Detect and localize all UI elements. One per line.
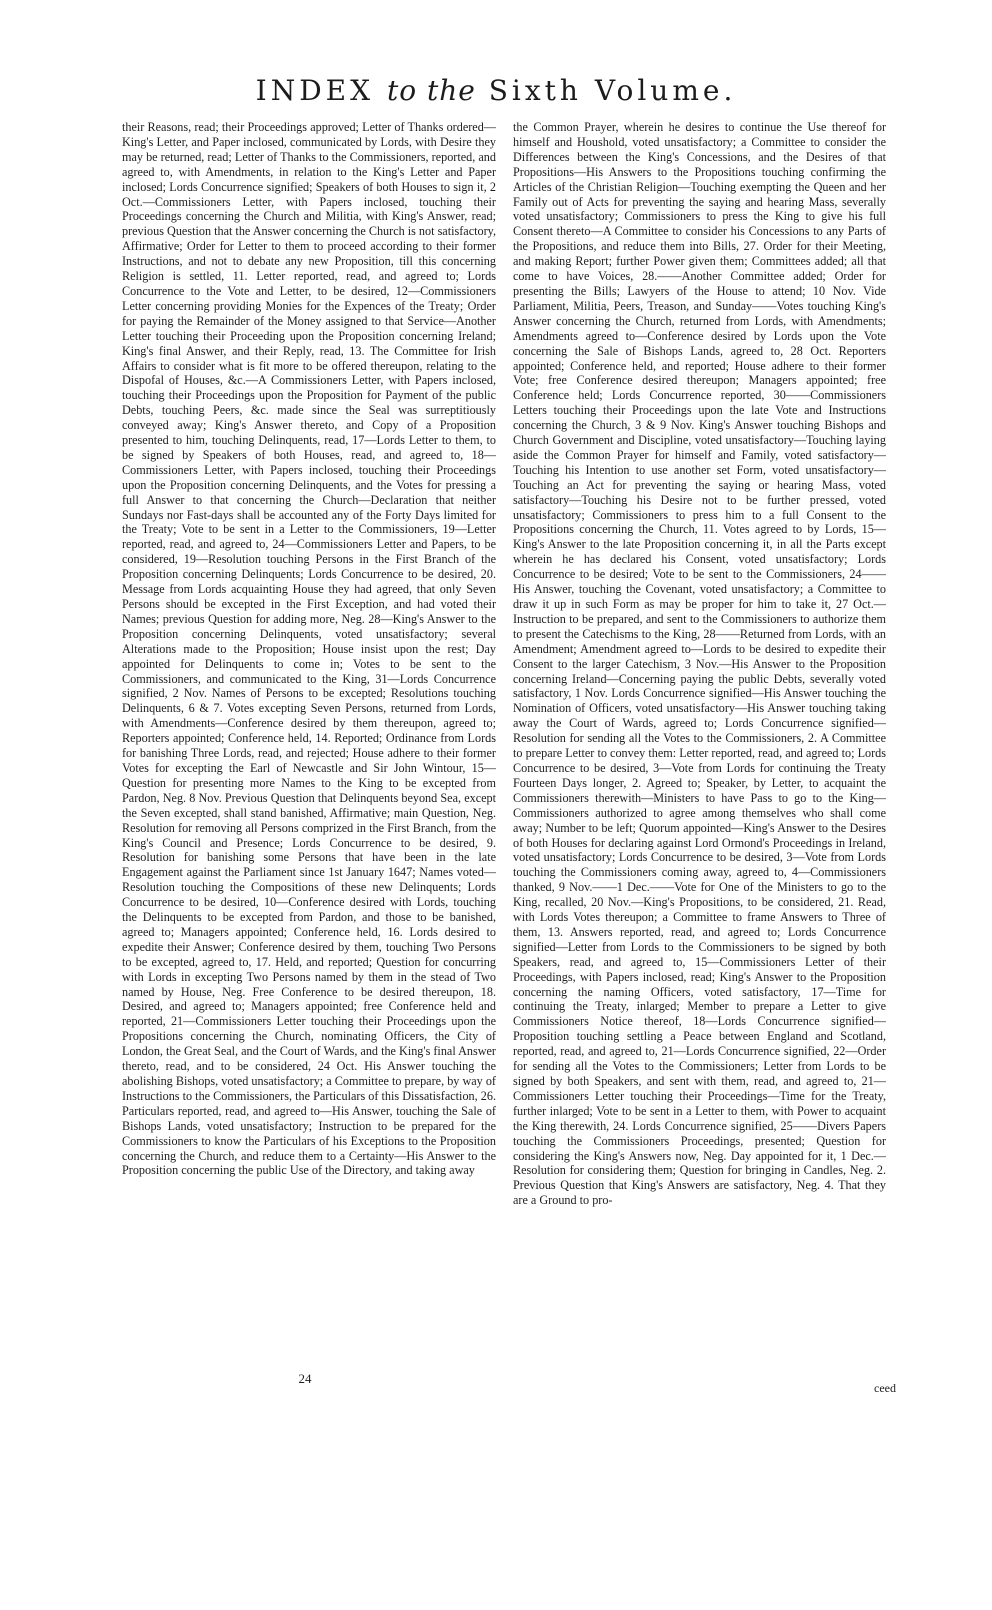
right-column-text: the Common Prayer, wherein he desires to continue the Use thereof for himself and Houshold, voted unsatisfactory; a Committee to consider the Differences between the King's Concessions, and the Desires of that Propositions—His Answers to the Propositions touching confirming the Articles of the Christian Religion—Touching exempting the Queen and her Family out of Acts for preventing the saying and hearing Mass, severally voted unsatisfactory; Commissioners to press the King to give his full Consent thereto—A Committee to consider his Concessions to any Parts of the Propositions, and reduce them into Bills, 27. Order for their Meeting, and making Report; further Power given them; Committees added; all that come to have Voices, 28.——Another Committee added; Order for presenting the Bills; Lawyers of the House to attend; 10 Nov. Vide Parliament, Militia, Peers, Treason, and Sunday——Votes touching King's Answer concerning the Church, returned from Lords, with Amendments; Amendments agreed to—Conference desired by Lords upon the Vote concerning the Sale of Bishops Lands, agreed to, 28 Oct. Reporters appointed; Conference held, and reported; House adhere to their former Vote; free Conference desired thereupon; Managers appointed; free Conference held; Lords Concurrence reported, 30——Commissioners Letters touching their Proceedings upon the late Vote and Instructions concerning the Church, 3 & 9 Nov. King's Answer touching Bishops and Church Government and Discipline, voted unsatisfactory—Touching laying aside the Common Prayer for himself and Family, voted satisfactory—Touching his Intention to use another set Form, voted unsatisfactory—Touching an Act for preventing the saying or hearing Mass, voted satisfactory—Touching his Desire not to be further pressed, voted unsatisfactory; Commissioners to press him to a full Consent to the Propositions concerning the Church, 11. Votes agreed to by Lords, 15—King's Answer to the late Proposition concerning it, in all the Parts except wherein he has declared his Consent, voted unsatisfactory; Lords Concurrence to be desired; Vote to be sent to the Commissioners, 24——His Answer, touching the Covenant, voted unsatisfactory; a Committee to draw it up in such Form as may be proper for him to take it, 27 Oct.—Instruction to be prepared, and sent to the Commissioners to authorize them to present the Catechisms to the King, 28——Returned from Lords, with an Amendment; Amendment agreed to—Lords to be desired to expedite their Consent to the larger Catechism, 3 Nov.—His Answer to the Proposition concerning Ireland—Concerning paying the public Debts, severally voted satisfactory, 1 Nov. Lords Concurrence signified—His Answer touching the Nomination of Officers, voted unsatisfactory—His Answer touching taking away the Court of Wards, agreed to; Lords Concurrence signified—Resolution for sending all the Votes to the Commissioners, 2. A Committee to prepare Letter to convey them: Letter reported, read, and agreed to; Lords Concurrence to be desired, 3—Vote from Lords for continuing the Treaty Fourteen Days longer, 2. Agreed to; Speaker, by Letter, to acquaint the Commissioners therewith—Ministers to have Pass to go to the King—Commissioners authorized to agree among themselves who shall come away; Number to be left; Quorum appointed—King's Answer to the Desires of both Houses for declaring against Lord Ormond's Proceedings in Ireland, voted unsatisfactory; Lords Concurrence to be desired, 3—Vote from Lords touching the Commissioners coming away, agreed to, 4—Commissioners thanked, 9 Nov.——1 Dec.——Vote for One of the Ministers to go to the King, recalled, 20 Nov.—King's Propositions, to be considered, 21. Read, with Lords Votes thereupon; a Committee to frame Answers to Three of them, 13. Answers reported, read, and agreed to; Lords Concurrence signified—Letter from Lords to the Commissioners to be signed by both Speakers, read, and agreed to, 15—Commissioners Letter of their Proceedings, with Papers inclosed, read; King's Answer to the Proposition concerning the naming Officers, voted satisfactory, 17—Time for continuing the Treaty, inlarged; Member to prepare a Letter to give Commissioners Notice thereof, 18—Lords Concurrence signified—Proposition touching settling a Peace between England and Scotland, reported, read, and agreed to, 21—Lords Concurrence signified, 22—Order for sending all the Votes to the Commissioners; Letter from Lords to be signed by both Speakers, and sent with them, read, and agreed to, 21—Commissioners Letter touching their Proceedings—Time for the Treaty, further inlarged; Vote to be sent in a Letter to them, with Power to acquaint the King therewith, 24. Lords Concurrence signified, 25——Divers Papers touching the Commissioners Proceedings, presented; Question for considering the King's Answers now, Neg. Day appointed for it, 1 Dec.—Resolution for considering them; Question for bringing in Candles, Neg. 2. Previous Question that King's Answers are satisfactory, Neg. 4. That they are a Ground to pro- xyxy=(513,120,886,1208)
left-column xyxy=(122,120,496,1375)
header-volume-words: Sixth Volume. xyxy=(488,74,737,107)
right-column xyxy=(513,120,886,1375)
left-column-text: their Reasons, read; their Proceedings approved; Letter of Thanks ordered—King's Letter, and Paper inclosed, communicated by Lords, with Desire they may be returned, read; Letter of Thanks to the Commissioners, reported, and agreed to, with Amendments, in relation to the King's Letter and Paper inclosed; Lords Concurrence signified; Speakers of both Houses to sign it, 2 Oct.—Commissioners Letter, with Papers inclosed, touching their Proceedings concerning the Church and Militia, with King's Answer, read; previous Question that the Answer concerning the Church is not satisfactory, Affirmative; Order for Letter to them to proceed according to their former Instructions, and not to debate any new Proposition, till this concerning Religion is settled, 11. Letter reported, read, and agreed to; Lords Concurrence to the Vote and Letter, to be desired, 12—Commissioners Letter concerning providing Monies for the Expences of the Treaty; Order for paying the Remainder of the Money assigned to that Service—Another Letter touching their Proceeding upon the Proposition concerning Ireland; King's final Answer, and their Reply, read, 13. The Committee for Irish Affairs to consider what is fit more to be offered thereupon, relating to the Dispofal of Houses, &c.—A Commissioners Letter, with Papers inclosed, touching their Proceedings upon the Proposition for Payment of the public Debts, touching Peers, &c. made since the Seal was surreptitiously conveyed away; King's Answer thereto, and Copy of a Proposition presented to him, touching Delinquents, read, 17—Lords Letter to them, to be signed by Speakers of both Houses, read, and agreed to, 18—Commissioners Letter, with Papers inclosed, touching their Proceedings upon the Proposition concerning Delinquents, and the Votes for pressing a full Answer to that concerning the Church—Declaration that neither Sundays nor Fast-days shall be accounted any of the Forty Days limited for the Treaty; Vote to be sent in a Letter to the Commissioners, 19—Letter reported, read, and agreed to, 24—Commissioners Letter and Papers, to be considered, 19—Resolution touching Persons in the First Branch of the Proposition concerning Delinquents; Lords Concurrence to be desired, 20. Message from Lords acquainting House they had agreed, that only Seven Persons should be excepted in the First Exception, and had voted their Names; previous Question for adding more, Neg. 28—King's Answer to the Proposition concerning Delinquents, voted unsatisfactory; several Alterations made to the Proposition; House insist upon the rest; Day appointed for Delinquents to come in; Votes to be sent to the Commissioners, and communicated to the King, 31—Lords Concurrence signified, 2 Nov. Names of Persons to be excepted; Resolutions touching Delinquents, 6 & 7. Votes excepting Seven Persons, returned from Lords, with Amendments—Conference desired by them thereupon, agreed to; Reporters appointed; Conference held, 14. Reported; Ordinance from Lords for banishing Three Lords, read, and rejected; House adhere to their former Votes for excepting the Earl of Newcastle and Sir John Wintour, 15—Question for presenting more Names to the King to be excepted from Pardon, Neg. 8 Nov. Previous Question that Delinquents beyond Sea, except the Seven excepted, shall stand banished, Affirmative; main Question, Neg. Resolution for removing all Persons comprized in the First Branch, from the King's Council and Presence; Lords Concurrence to be desired, 9. Resolution for banishing some Persons that have been in the late Engagement against the Parliament since 1st January 1647; Names voted—Resolution touching the Compositions of these new Delinquents; Lords Concurrence to be desired, 10—Conference desired with Lords, touching the Delinquents to be excepted from Pardon, and those to be banished, agreed to; Managers appointed; Conference held, 16. Lords desired to expedite their Answer; Conference desired by them, touching Two Persons to be excepted, agreed to, 17. Held, and reported; Question for concurring with Lords in excepting Two Persons named by them in the stead of Two named by House, Neg. Free Conference to be desired thereupon, 18. Desired, and agreed to; Managers appointed; free Conference held and reported, 21—Commissioners Letter touching their Proceedings upon the Propositions concerning the Church, nominating Officers, the City of London, the Great Seal, and the Court of Wards, and the King's final Answer thereto, read, and to be considered, 24 Oct. His Answer touching the abolishing Bishops, voted unsatisfactory; a Committee to prepare, by way of Instructions to the Commissioners, the Particulars of this Dissatisfaction, 26. Particulars reported, read, and agreed to—His Answer, touching the Sale of Bishops Lands, voted unsatisfactory; Instruction to be prepared for the Commissioners to know the Particulars of his Exceptions to the Proposition concerning the Church, and reduce them to a Certainty—His Answer to the Proposition concerning the public Use of the Directory, and taking away xyxy=(122,120,496,1178)
catchword: ceed xyxy=(874,1381,896,1395)
running-header xyxy=(0,74,992,107)
header-to-the: to the xyxy=(386,74,476,107)
page-number: 24 xyxy=(298,1371,312,1386)
header-index-word: INDEX xyxy=(255,74,375,107)
